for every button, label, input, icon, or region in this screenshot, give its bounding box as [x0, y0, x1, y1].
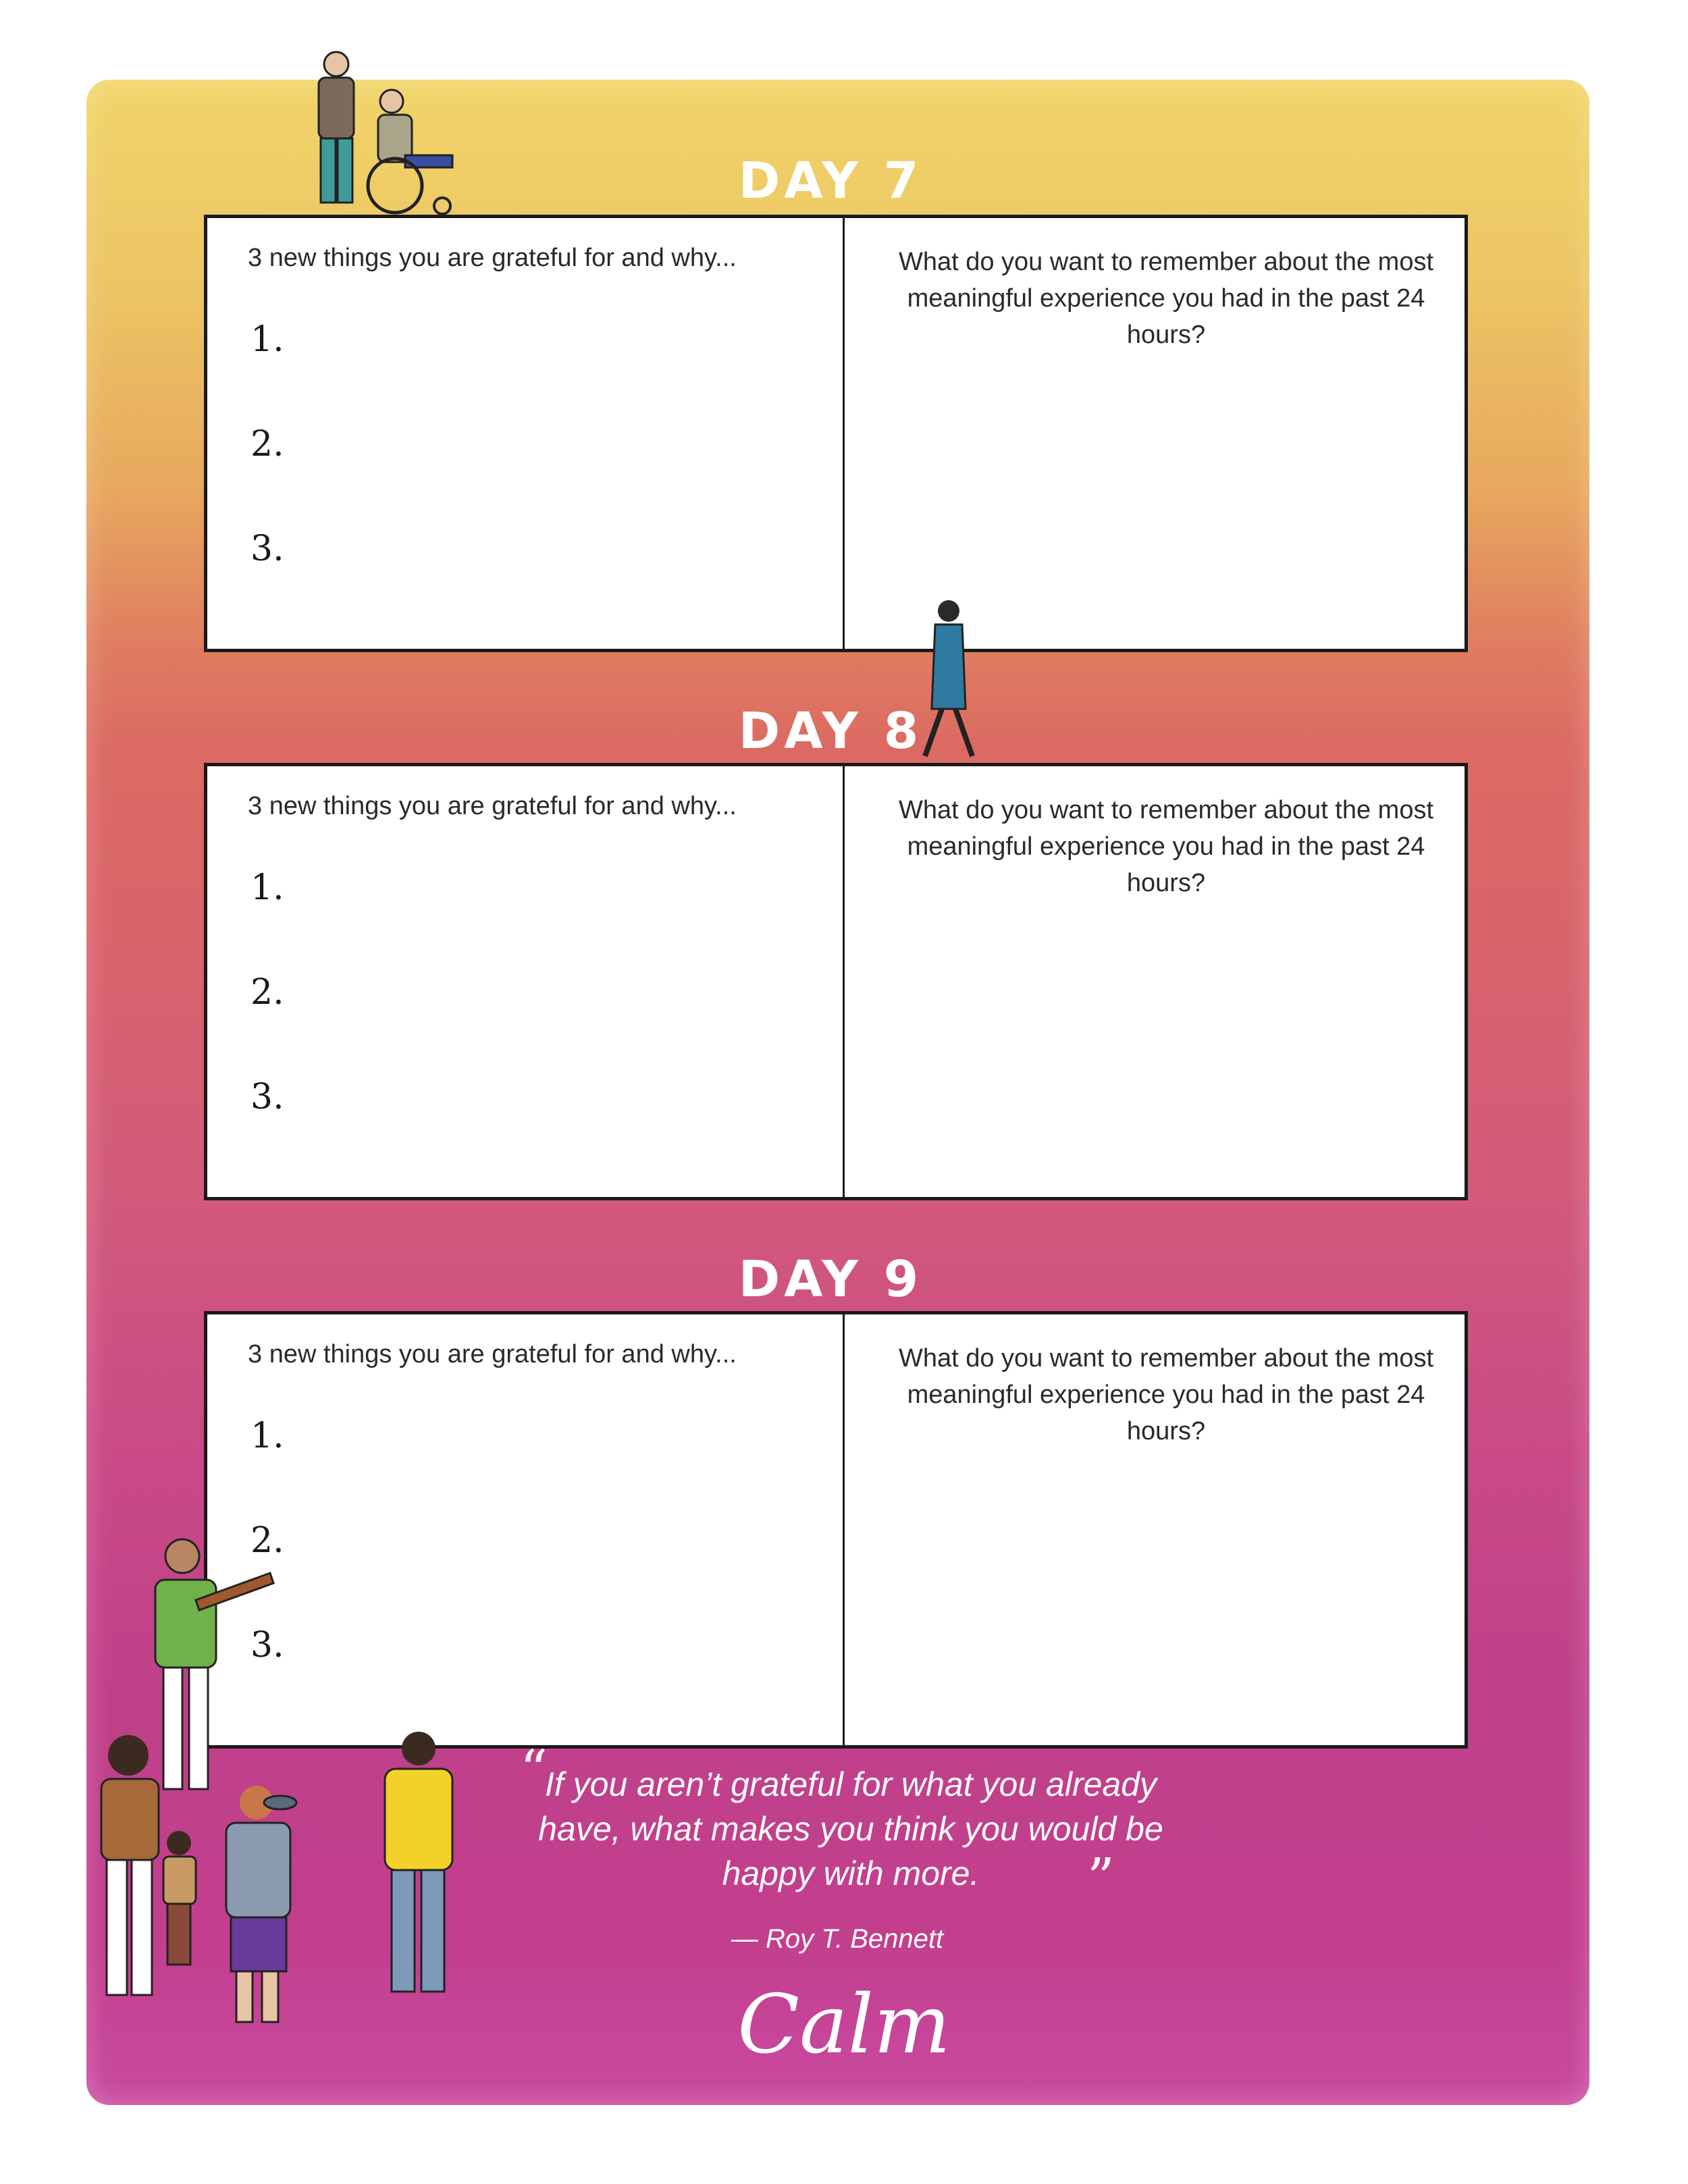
memory-prompt: What do you want to remember about the most meaningful experience you had in the past 24 hours? — [898, 796, 1434, 897]
column-divider — [843, 1314, 845, 1745]
list-number-1: 1. — [250, 1416, 284, 1456]
calm-logo: Calm — [737, 1978, 951, 2072]
list-number-2: 2. — [250, 972, 284, 1013]
column-divider — [843, 766, 845, 1197]
gratitude-quote: If you aren’t grateful for what you already have, what makes you think you would be happy with more. — [538, 1765, 1163, 1892]
day-9-title: DAY 9 — [738, 1250, 923, 1308]
column-divider — [843, 218, 845, 649]
day-9-card — [204, 1311, 1468, 1749]
grateful-prompt: 3 new things you are grateful for and why... — [248, 1340, 737, 1368]
day-8-title: DAY 8 — [738, 702, 923, 760]
day-7-title: DAY 7 — [738, 152, 923, 210]
list-number-3: 3. — [250, 1625, 284, 1666]
list-number-1: 1. — [250, 868, 284, 908]
quote-author: — Roy T. Bennett — [731, 1924, 944, 1954]
list-number-1: 1. — [250, 319, 284, 360]
grateful-prompt: 3 new things you are grateful for and why... — [248, 792, 737, 820]
list-number-2: 2. — [250, 1520, 284, 1561]
list-number-3: 3. — [250, 529, 284, 569]
day-8-card — [204, 763, 1468, 1200]
list-number-3: 3. — [250, 1077, 284, 1117]
memory-prompt: What do you want to remember about the most meaningful experience you had in the past 24 hours? — [898, 248, 1434, 349]
walking-person-illustration — [898, 594, 999, 770]
wheelchair-illustration — [284, 47, 486, 230]
list-number-2: 2. — [250, 424, 284, 464]
grateful-prompt: 3 new things you are grateful for and why... — [248, 244, 737, 272]
crowd-illustration — [88, 1728, 466, 2025]
memory-prompt: What do you want to remember about the most meaningful experience you had in the past 24 hours? — [898, 1344, 1434, 1445]
open-quote-mark: “ — [520, 1738, 548, 1801]
close-quote-mark: ” — [1087, 1846, 1115, 1909]
day-7-card — [204, 215, 1468, 652]
